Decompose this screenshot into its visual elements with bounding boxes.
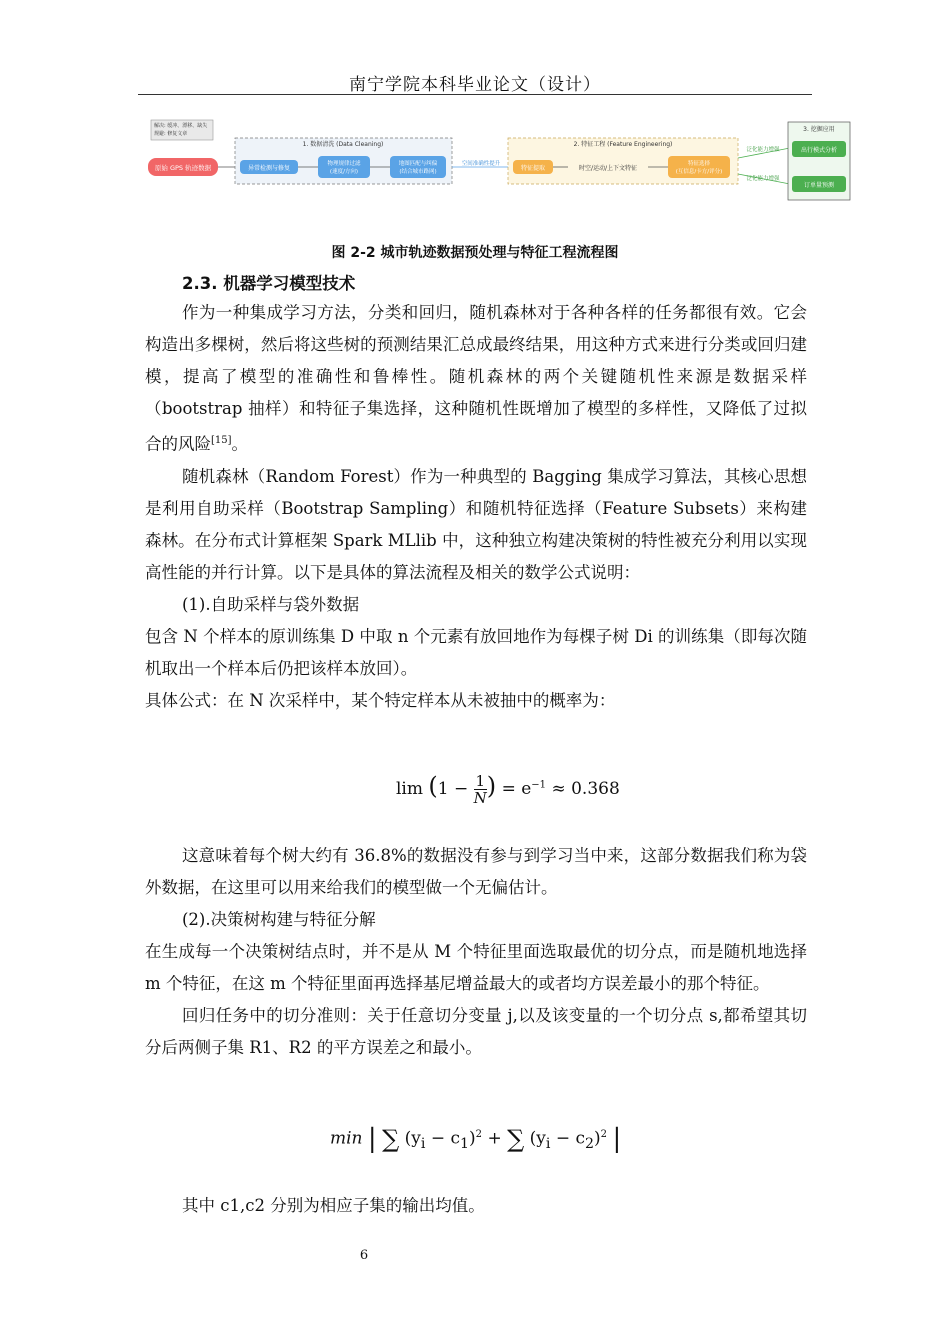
step-select-line1: 特征选择 — [687, 161, 711, 167]
formula2-square-2: 2 — [600, 1128, 608, 1140]
formula2-sub-1: 1 — [460, 1135, 470, 1152]
paragraph-3: 包含 N 个样本的原训练集 D 中取 n 个元素有放回地作为每棵子树 Di 的训练集（即每次随机取出一个样本后仍把该样本放回）。 — [145, 626, 807, 678]
formula2-sub-2: 2 — [585, 1135, 595, 1152]
paragraph-7: 回归任务中的切分准则：关于任意切分变量 j,以及该变量的一个切分点 s,都希望其切分后两侧子集 R1、R2 的平方误差之和最小。 — [145, 1006, 807, 1057]
paragraph-1-end: 。 — [231, 434, 249, 454]
paragraph-1 — [145, 297, 807, 461]
link-down-label: 泛化能力增强 — [746, 176, 780, 182]
link-up-label: 泛化能力增强 — [746, 147, 780, 153]
group2-title: 2. 特征工程 (Feature Engineering) — [573, 141, 673, 148]
subheading-2: (2).决策树构建与特征分解 — [182, 910, 376, 929]
page-number: 6 — [359, 1248, 369, 1263]
body-block-3 — [145, 1190, 807, 1222]
citation-15: [15] — [211, 435, 232, 446]
group3-title: 3. 挖掘应用 — [803, 126, 835, 133]
formula2-sub-i-2: i — [545, 1135, 551, 1152]
paragraph-6: 在生成每一个决策树结点时，并不是从 M 个特征里面选取最优的切分点，而是随机地选择 m 个特征，在这 m 个特征里面再选择基尼增益最大的或者均方误差最小的那个特征。 — [145, 942, 807, 993]
step-orders-label: 订单量预测 — [803, 182, 835, 189]
section-heading: 2.3. 机器学习模型技术 — [182, 274, 356, 293]
formula2-sub-i-1: i — [420, 1135, 426, 1152]
note-line-2: 规避: 修复文章 — [154, 131, 188, 137]
formula2-square-1: 2 — [475, 1128, 483, 1140]
step-mapmatch-line2: (结合城市路网) — [399, 169, 437, 175]
step-select-line2: (互信息/卡方/评分) — [675, 169, 723, 175]
formula2-min: min — [330, 1128, 363, 1149]
paragraph-1-text: 作为一种集成学习方法，分类和回归，随机森林对于各种各样的任务都很有效。它会构造出多棵树，然后将这些树的预测结果汇总成最终结果，用这种方式来进行分类或回归建模，提高了模型的准确性和鲁棒性。随机森林的两个关键随机性来源是数据采样（bootstrap 抽样）和特征子集选择，这种随机性既增加了模型的多样性，又降低了过拟合的风险 — [145, 303, 807, 454]
running-header: 南宁学院本科毕业论文（设计） — [349, 75, 601, 95]
formula2-term2-open: (y — [529, 1128, 546, 1149]
paragraph-5: 这意味着每个树大约有 36.8%的数据没有参与到学习当中来，这部分数据我们称为袋外数据，在这里可以用来给我们的模型做一个无偏估计。 — [145, 846, 807, 897]
formula2-term1-open: (y — [404, 1128, 421, 1149]
formula2-close-1: ) — [469, 1128, 476, 1149]
formula-limit: lim (1 − $\frac{1}{N}$ ) = $e^{-1} \approx 0.368$ — [396, 772, 620, 807]
formula-minus: − — [454, 779, 469, 799]
header-rule — [138, 94, 812, 95]
formula2-plus: + — [487, 1128, 508, 1149]
formula-numerator: 1 — [475, 772, 485, 790]
formula-denominator: N — [473, 789, 487, 807]
formula-exponent: −1 — [531, 779, 547, 791]
flowchart-figure — [138, 118, 858, 204]
formula2-minus-1: − c — [425, 1128, 460, 1149]
body-block-2 — [145, 840, 807, 1064]
body-block-1 — [145, 297, 807, 717]
formula2-minus-2: − c — [550, 1128, 585, 1149]
step-travel-label: 出行模式分析 — [800, 147, 838, 154]
formula-lim: lim — [396, 779, 423, 799]
step-mapmatch-line1: 地图匹配与纠偏 — [398, 161, 438, 167]
paragraph-4: 具体公式：在 N 次采样中，某个特定样本从未被抽中的概率为： — [145, 690, 616, 710]
group1-title: 1. 数据清洗 (Data Cleaning) — [302, 141, 384, 148]
link-label: 空间准确性提升 — [461, 161, 501, 167]
step-extract-label: 特征提取 — [520, 165, 546, 172]
paragraph-8: 其中 c1,c2 分别为相应子集的输出均值。 — [182, 1196, 485, 1215]
formula-split-criterion: min | ∑ $(y_i - c_1)^2$ + ∑ $(y_i - c_2)^2$ | — [330, 1124, 622, 1154]
formula2-close-2: ) — [594, 1128, 601, 1149]
paragraph-2: 随机森林（Random Forest）作为一种典型的 Bagging 集成学习算法，其核心思想是利用自助采样（Bootstrap Sampling）和随机特征选择（Feature Subsets）来构建森林。在分布式计算框架 Spark MLlib 中，这种独立构建决策树的特性被充分利用以实现高性能的并行计算。以下是具体的算法流程及相关的数学公式说明： — [145, 466, 807, 582]
formula-one: 1 — [437, 779, 449, 799]
formula2-sum-2: ∑ — [507, 1125, 525, 1153]
note-line-1: 解决: 缓冲、漂移、缺失 — [154, 123, 208, 129]
subheading-1: (1).自助采样与袋外数据 — [182, 594, 360, 614]
source-box-label: 原始 GPS 轨迹数据 — [154, 164, 212, 172]
step-physics-line2: (速度/方向) — [329, 169, 359, 175]
step-anomaly-label: 异常检测与修复 — [247, 165, 291, 172]
figure-caption: 图 2-2 城市轨迹数据预处理与特征工程流程图 — [331, 245, 619, 261]
formula-rhs: = e — [501, 779, 532, 799]
formula-approx: ≈ 0.368 — [551, 779, 620, 799]
formula2-sum-1: ∑ — [382, 1125, 400, 1153]
step-physics-line1: 物理规律过滤 — [327, 161, 361, 167]
step-features-label: 时空/运动/上下文特征 — [578, 165, 638, 172]
